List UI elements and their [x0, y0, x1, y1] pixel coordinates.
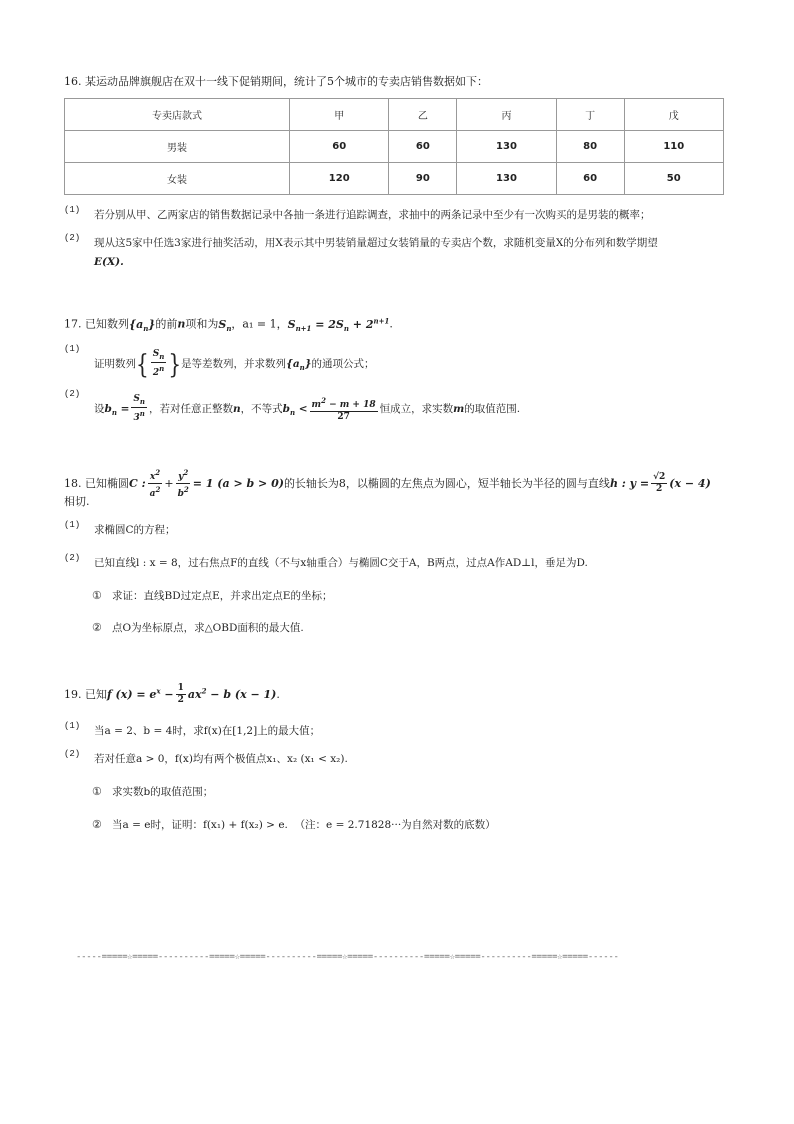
- table-row: [65, 163, 724, 195]
- table-cell: 60: [556, 163, 624, 195]
- title-segment: 18. 已知椭圆: [64, 476, 129, 490]
- table-cell: 130: [457, 163, 556, 195]
- part-text: 已知直线l : x = 8，过右焦点F的直线（不与x轴重合）与椭圆C交于A，B两点，过点A作AD⊥l，垂足为D.: [94, 557, 588, 569]
- q19-sub-1: [92, 784, 732, 800]
- table-cell: 80: [556, 131, 624, 163]
- part-number: (1): [64, 721, 81, 731]
- text-segment: 的取值范围.: [464, 402, 521, 415]
- question-18-text: 18. 已知椭圆C : $\frac{x^2}{a^2}$ + $\frac{y^2}{b^2}$ = 1 (a > b > 0)的长轴长为8，以椭圆的左焦点为圆心，短半轴长为半径的圆与直线h : y = $\frac{√2}{2}$ (x − 4): [64, 468, 711, 499]
- circle-number: ②: [92, 621, 102, 634]
- table-cell: 女装: [65, 163, 290, 195]
- question-17-text: 17. 已知数列$\{a_n\}$的前n项和为$S_n$，a₁ = 1，$S_{n+1} = 2S_n + 2^{n+1}$.: [64, 316, 393, 333]
- table-header-row: [65, 99, 724, 131]
- table-cell: 50: [624, 163, 723, 195]
- table-row: [65, 131, 724, 163]
- sales-table: [64, 98, 724, 195]
- sub-note: （注：e = 2.71828···为自然对数的底数）: [294, 819, 496, 831]
- title-segment: 的长轴长为8，以椭圆的左焦点为圆心，短半轴长为半径的圆与直线: [283, 476, 610, 490]
- table-cell: 90: [389, 163, 457, 195]
- question-18-text-cont: 相切.: [64, 495, 90, 508]
- table-header-cell: 甲: [290, 99, 389, 131]
- circle-number: ②: [92, 818, 102, 831]
- part-number: (2): [64, 233, 81, 243]
- part-number: (2): [64, 749, 81, 759]
- title-segment: 19. 已知: [64, 687, 107, 701]
- circle-number: ①: [92, 785, 102, 798]
- question-16-title: [64, 74, 732, 90]
- part-text-continued: E(X).: [94, 256, 124, 268]
- table-header-cell: 丁: [556, 99, 624, 131]
- part-text: 若对任意a > 0，f(x)均有两个极值点x₁、x₂ (x₁ < x₂).: [94, 753, 348, 765]
- table-cell: 60: [290, 131, 389, 163]
- question-19-title: [64, 683, 732, 706]
- circle-number: ①: [92, 589, 102, 602]
- part-text: 证明数列{ $\frac{S_n}{2^n}$ }是等差数列，并求数列$\{a_n\}$的通项公式；: [94, 348, 375, 380]
- table-header-cell: 专卖店款式: [65, 99, 290, 131]
- part-text: 现从这5家中任选3家进行抽奖活动，用X表示其中男装销量超过女装销量的专卖店个数，求随机变量X的分布列和数学期望: [94, 237, 658, 249]
- part-number: (2): [64, 553, 81, 563]
- q19-sub-2: [92, 817, 732, 833]
- sub-text: 当a = e时，证明：f(x₁) + f(x₂) > e.: [112, 819, 288, 831]
- text-segment: 恒成立，求实数: [379, 402, 454, 415]
- text-segment: 证明数列: [94, 357, 136, 370]
- title-segment: 的前: [155, 317, 178, 331]
- table-cell: 110: [624, 131, 723, 163]
- part-text: 设$b_n$ = $\frac{S_n}{3^n}$ ，若对任意正整数n，不等式$b_n$ < $\frac{m^2 - m + 18}{27}$ 恒成立，求实数m的取值范围.: [94, 394, 521, 423]
- table-cell: 男装: [65, 131, 290, 163]
- part-number: (1): [64, 205, 81, 215]
- question-18-title-cont: [64, 494, 732, 510]
- q18-sub-1: [92, 588, 732, 604]
- text-segment: 设: [94, 402, 105, 415]
- title-segment: 项和为: [185, 317, 219, 331]
- question-19-text: 19. 已知f $(x) = e^x$ − $\frac{1}{2}$ $ax^2 - b$ (x − 1).: [64, 683, 280, 706]
- part-text: 当a = 2、b = 4时，求f(x)在[1,2]上的最大值；: [94, 725, 321, 737]
- part-text: 求椭圆C的方程；: [94, 524, 176, 536]
- title-segment: .: [389, 317, 393, 331]
- title-segment: ，a₁ = 1，: [231, 317, 288, 331]
- title-segment: .: [276, 687, 280, 701]
- text-segment: 的通项公式；: [311, 357, 375, 370]
- text-segment: ，若对任意正整数: [149, 402, 233, 415]
- question-16-text: 16. 某运动品牌旗舰店在双十一线下促销期间，统计了5个城市的专卖店销售数据如下：: [64, 75, 488, 88]
- table-cell: 130: [457, 131, 556, 163]
- table-cell: 60: [389, 131, 457, 163]
- table-cell: 120: [290, 163, 389, 195]
- part-number: (2): [64, 389, 81, 399]
- table-header-cell: 戊: [624, 99, 723, 131]
- title-segment: 17. 已知数列: [64, 317, 129, 331]
- end-divider: -----=====☆=====----------=====☆=====----------=====☆=====----------=====☆=====----------=====☆=====------: [76, 952, 619, 962]
- table-header-cell: 丙: [457, 99, 556, 131]
- sub-text: 点O为坐标原点，求△OBD面积的最大值.: [112, 622, 304, 634]
- q18-sub-2: [92, 620, 732, 636]
- text-segment: 是等差数列，并求数列: [181, 357, 287, 370]
- question-17-title: [64, 313, 732, 337]
- table-header-cell: 乙: [389, 99, 457, 131]
- sub-text: 求证：直线BD过定点E，并求出定点E的坐标；: [112, 590, 333, 602]
- part-text: 若分别从甲、乙两家店的销售数据记录中各抽一条进行追踪调查，求抽中的两条记录中至少有一次购买的是男装的概率；: [94, 209, 651, 221]
- part-number: (1): [64, 520, 81, 530]
- sub-text: 求实数b的取值范围；: [112, 786, 214, 798]
- part-number: (1): [64, 344, 81, 354]
- text-segment: ，不等式: [240, 402, 283, 415]
